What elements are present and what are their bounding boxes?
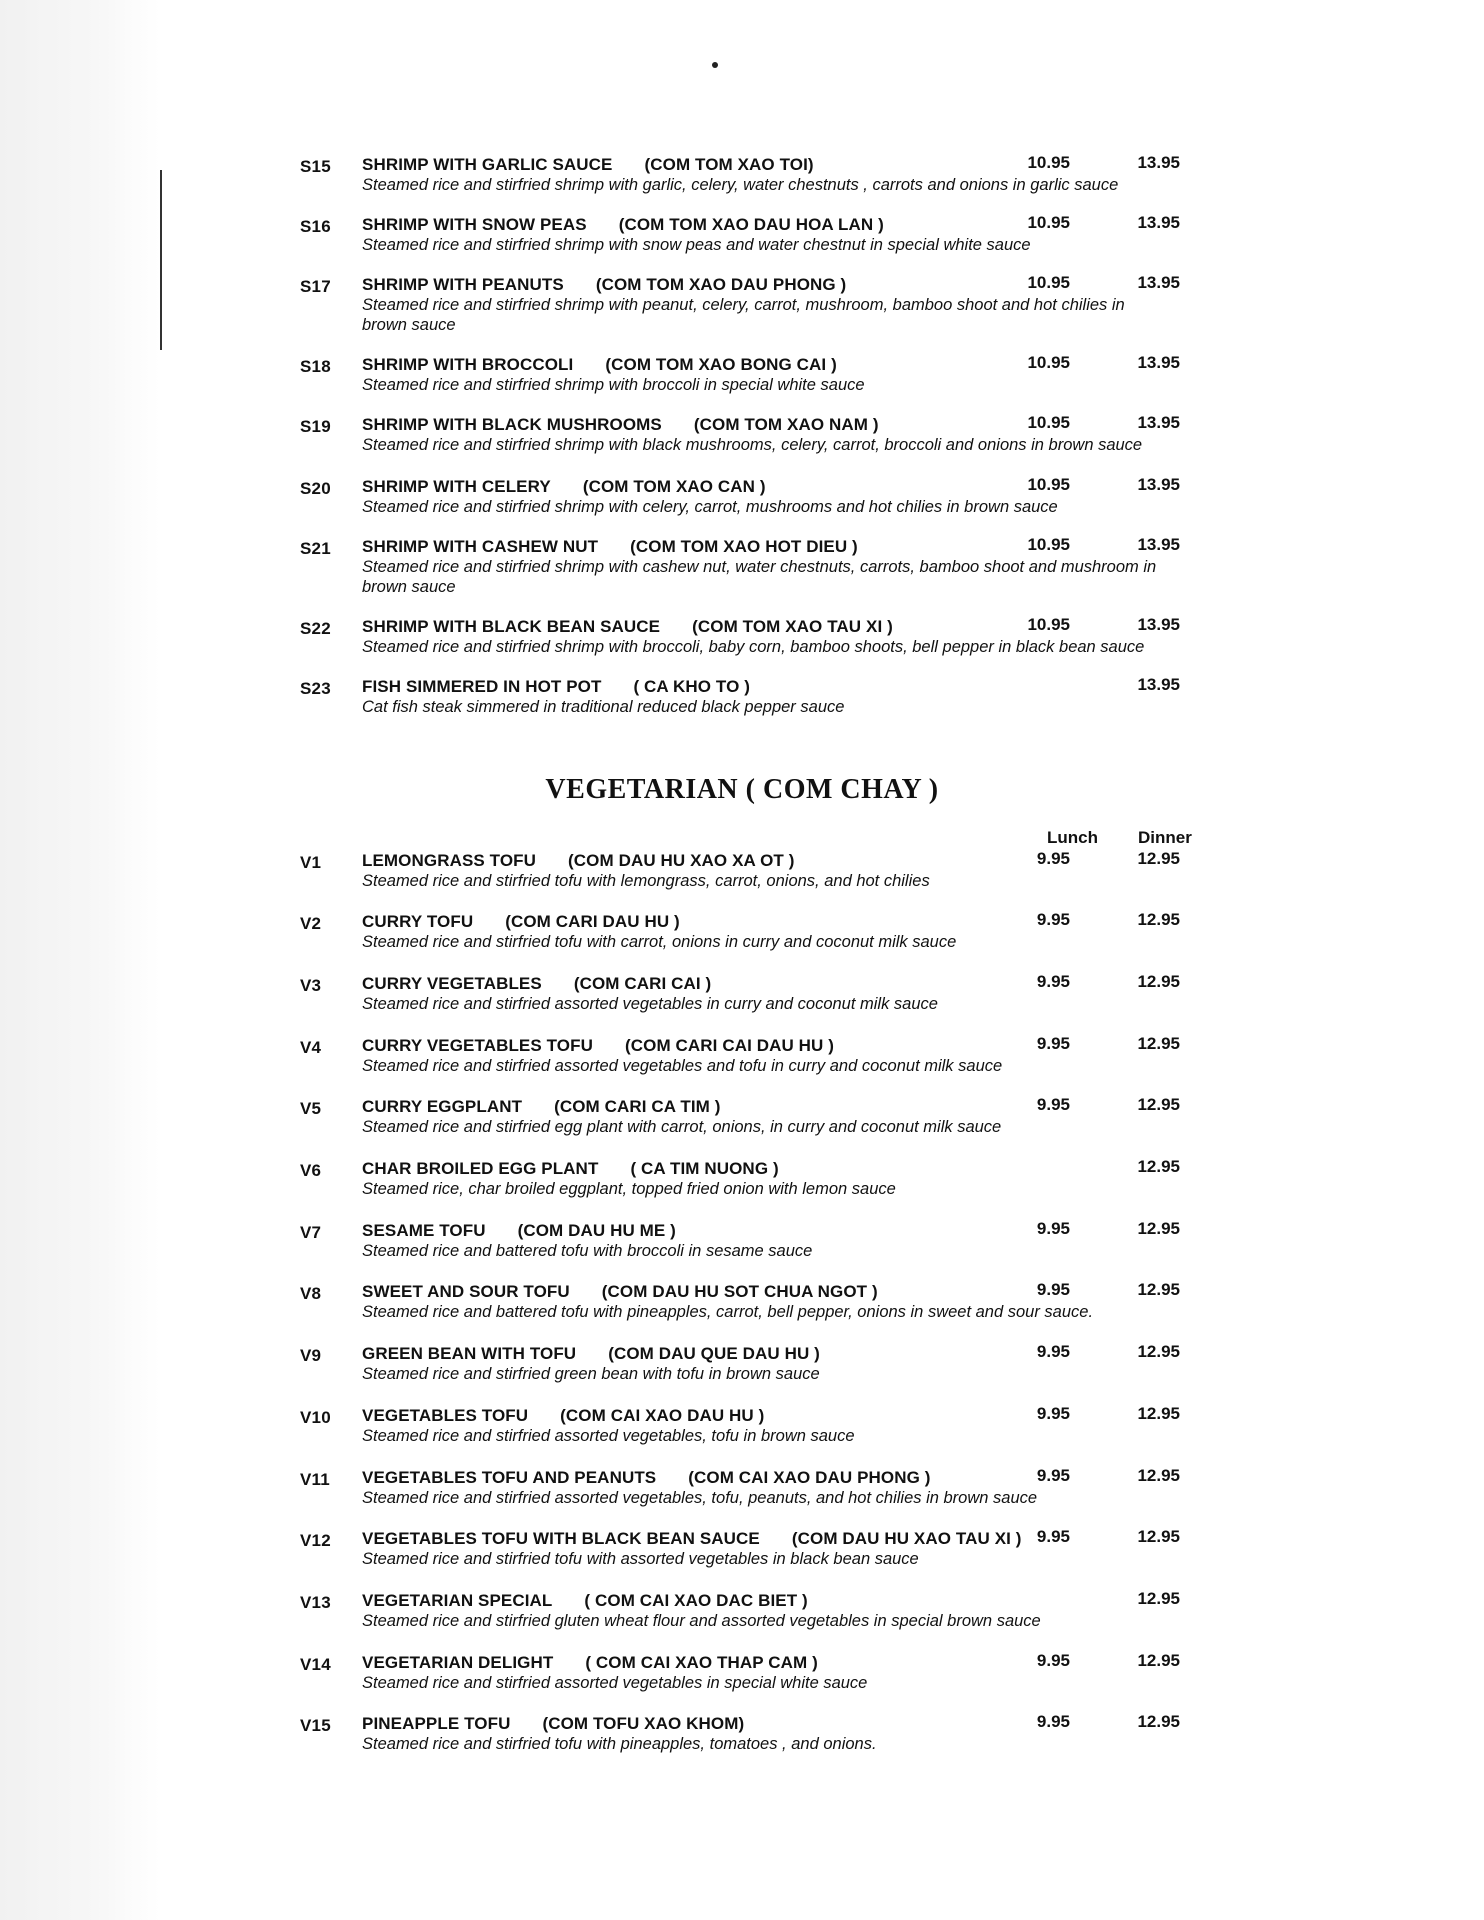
item-title [362, 912, 680, 932]
lunch-price: 9.95 [1036, 1034, 1070, 1053]
item-name: SHRIMP WITH BROCCOLI [362, 355, 574, 374]
item-title [362, 1036, 834, 1056]
item-name: CURRY VEGETABLES [362, 974, 542, 993]
item-description: Steamed rice and stirfried shrimp with broccoli in special white sauce [362, 376, 865, 394]
lunch-price: 9.95 [1036, 1219, 1070, 1238]
item-description: Steamed rice and stirfried shrimp with broccoli, baby corn, bamboo shoots, bell pepper in black bean sauce [362, 638, 1145, 656]
item-code: V13 [300, 1593, 331, 1612]
item-code: V6 [300, 1161, 322, 1180]
dinner-price: 12.95 [1137, 1651, 1180, 1670]
item-name: CURRY TOFU [362, 912, 474, 931]
item-title [362, 215, 884, 235]
item-name: PINEAPPLE TOFU [362, 1714, 511, 1733]
item-name: CURRY EGGPLANT [362, 1097, 523, 1116]
item-title [362, 537, 858, 557]
item-vietnamese-name: (COM TOM XAO NAM ) [693, 415, 879, 434]
item-code: V7 [300, 1223, 322, 1242]
lunch-price: 9.95 [1036, 1404, 1070, 1423]
item-vietnamese-name: (COM TOM XAO BONG CAI ) [605, 355, 837, 374]
item-vietnamese-name: (COM CARI CA TIM ) [554, 1097, 721, 1116]
item-vietnamese-name: (COM CARI CAI ) [573, 974, 712, 993]
lunch-price: 9.95 [1036, 1342, 1070, 1361]
item-description: Steamed rice and stirfried green bean with tofu in brown sauce [362, 1365, 820, 1383]
item-vietnamese-name: (COM CARI DAU HU ) [505, 912, 680, 931]
lunch-price: 9.95 [1036, 972, 1070, 991]
item-code: V8 [300, 1284, 322, 1303]
item-code: S18 [300, 357, 331, 376]
lunch-price: 9.95 [1036, 1095, 1070, 1114]
item-vietnamese-name: ( COM CAI XAO DAC BIET ) [584, 1591, 808, 1610]
item-vietnamese-name: ( CA TIM NUONG ) [630, 1159, 779, 1178]
dinner-price: 12.95 [1137, 1466, 1180, 1485]
item-title [362, 355, 837, 375]
vegetarian-heading: VEGETARIAN ( COM CHAY ) [545, 774, 939, 805]
item-vietnamese-name: (COM TOM XAO DAU HOA LAN ) [618, 215, 884, 234]
item-name: SHRIMP WITH SNOW PEAS [362, 215, 587, 234]
lunch-price: 10.95 [1027, 273, 1070, 292]
item-description: Steamed rice and battered tofu with broccoli in sesame sauce [362, 1242, 813, 1260]
item-vietnamese-name: (COM TOM XAO TOI) [644, 155, 814, 174]
dinner-price: 12.95 [1137, 972, 1180, 991]
dinner-price: 12.95 [1137, 1404, 1180, 1423]
item-code: V9 [300, 1346, 322, 1365]
lunch-price: 9.95 [1036, 910, 1070, 929]
item-vietnamese-name: (COM TOM XAO CAN ) [582, 477, 766, 496]
item-code: V10 [300, 1408, 331, 1427]
item-code: V14 [300, 1655, 331, 1674]
item-code: V12 [300, 1531, 331, 1550]
item-title [362, 1282, 878, 1302]
item-title [362, 1406, 764, 1426]
item-code: S19 [300, 417, 331, 436]
item-description: Steamed rice and stirfried gluten wheat flour and assorted vegetables in special brown sauce [362, 1612, 1041, 1630]
item-name: SHRIMP WITH GARLIC SAUCE [362, 155, 613, 174]
item-code: V2 [300, 914, 322, 933]
lunch-price: 9.95 [1036, 1651, 1070, 1670]
item-title [362, 1591, 808, 1611]
item-name: VEGETABLES TOFU WITH BLACK BEAN SAUCE [362, 1529, 760, 1548]
dinner-price: 13.95 [1137, 153, 1180, 172]
item-description: Steamed rice and stirfried tofu with assorted vegetables in black bean sauce [362, 1550, 919, 1568]
item-description: Steamed rice and stirfried egg plant with carrot, onions, in curry and coconut milk sauce [362, 1118, 1002, 1136]
item-name: GREEN BEAN WITH TOFU [362, 1344, 577, 1363]
item-name: SWEET AND SOUR TOFU [362, 1282, 570, 1301]
item-vietnamese-name: (COM CARI CAI DAU HU ) [625, 1036, 835, 1055]
item-description: Steamed rice and stirfried tofu with lemongrass, carrot, onions, and hot chilies [362, 872, 930, 890]
lunch-price: 9.95 [1036, 1527, 1070, 1546]
item-title [362, 677, 750, 697]
item-code: S20 [300, 479, 331, 498]
item-name: FISH SIMMERED IN HOT POT [362, 677, 602, 696]
dinner-column-header: Dinner [1138, 828, 1192, 847]
item-vietnamese-name: (COM TOFU XAO KHOM) [542, 1714, 745, 1733]
lunch-price: 10.95 [1027, 213, 1070, 232]
dinner-price: 13.95 [1137, 615, 1180, 634]
item-description: Steamed rice and stirfried assorted vegetables, tofu, peanuts, and hot chilies in brown sauce [362, 1489, 1038, 1507]
item-code: S15 [300, 157, 331, 176]
item-name: SHRIMP WITH CASHEW NUT [362, 537, 599, 556]
dinner-price: 12.95 [1137, 1034, 1180, 1053]
item-vietnamese-name: (COM DAU HU XAO XA OT ) [568, 851, 795, 870]
lunch-price: 10.95 [1027, 413, 1070, 432]
scan-edge-shadow [0, 0, 160, 1920]
dinner-price: 13.95 [1137, 213, 1180, 232]
lunch-price: 9.95 [1036, 1280, 1070, 1299]
item-title [362, 1653, 818, 1673]
item-vietnamese-name: (COM DAU HU XAO TAU XI ) [791, 1529, 1022, 1548]
dinner-price: 12.95 [1137, 1527, 1180, 1546]
item-title [362, 1529, 1022, 1549]
lunch-price: 9.95 [1036, 1466, 1070, 1485]
item-name: SHRIMP WITH BLACK MUSHROOMS [362, 415, 662, 434]
item-code: V11 [300, 1470, 330, 1489]
item-name: CHAR BROILED EGG PLANT [362, 1159, 599, 1178]
item-description: Steamed rice and stirfried shrimp with celery, carrot, mushrooms and hot chilies in brown sauce [362, 498, 1058, 516]
dinner-price: 12.95 [1137, 910, 1180, 929]
dinner-price: 13.95 [1137, 675, 1180, 694]
item-code: V15 [300, 1716, 331, 1735]
dinner-price: 12.95 [1137, 1712, 1180, 1731]
item-code: S16 [300, 217, 331, 236]
item-vietnamese-name: (COM DAU HU SOT CHUA NGOT ) [601, 1282, 878, 1301]
item-title [362, 1468, 931, 1488]
item-description: Steamed rice and stirfried shrimp with peanut, celery, carrot, mushroom, bamboo shoot and hot chilies in brown sauce [362, 296, 1125, 334]
lunch-price: 10.95 [1027, 153, 1070, 172]
dinner-price: 13.95 [1137, 413, 1180, 432]
dinner-price: 12.95 [1137, 1589, 1180, 1608]
lunch-price: 9.95 [1036, 1712, 1070, 1731]
item-code: V3 [300, 976, 322, 995]
item-description: Steamed rice and stirfried tofu with pineapples, tomatoes , and onions. [362, 1735, 877, 1753]
lunch-column-header: Lunch [1047, 828, 1098, 847]
lunch-price: 10.95 [1027, 615, 1070, 634]
item-description: Steamed rice and stirfried shrimp with snow peas and water chestnut in special white sauce [362, 236, 1031, 254]
dinner-price: 12.95 [1137, 1219, 1180, 1238]
item-code: S21 [300, 539, 331, 558]
item-vietnamese-name: ( CA KHO TO ) [633, 677, 750, 696]
item-title [362, 1097, 721, 1117]
dinner-price: 12.95 [1137, 1095, 1180, 1114]
lunch-price: 9.95 [1036, 849, 1070, 868]
dinner-price: 12.95 [1137, 849, 1180, 868]
item-code: S22 [300, 619, 331, 638]
item-description: Steamed rice and battered tofu with pineapples, carrot, bell pepper, onions in sweet and sour sauce. [362, 1303, 1094, 1321]
item-description: Steamed rice and stirfried tofu with carrot, onions in curry and coconut milk sauce [362, 933, 957, 951]
item-vietnamese-name: (COM TOM XAO TAU XI ) [692, 617, 893, 636]
item-name: SESAME TOFU [362, 1221, 486, 1240]
item-title [362, 974, 711, 994]
item-name: VEGETABLES TOFU [362, 1406, 529, 1425]
item-description: Steamed rice and stirfried assorted vegetables in curry and coconut milk sauce [362, 995, 938, 1013]
item-code: V5 [300, 1099, 322, 1118]
scan-artifact-line [160, 170, 162, 350]
item-vietnamese-name: ( COM CAI XAO THAP CAM ) [585, 1653, 818, 1672]
item-vietnamese-name: (COM TOM XAO HOT DIEU ) [630, 537, 858, 556]
item-name: VEGETABLES TOFU AND PEANUTS [362, 1468, 657, 1487]
item-name: SHRIMP WITH BLACK BEAN SAUCE [362, 617, 661, 636]
item-name: SHRIMP WITH CELERY [362, 477, 551, 496]
item-title [362, 477, 766, 497]
item-name: VEGETARIAN SPECIAL [362, 1591, 553, 1610]
item-description: Cat fish steak simmered in traditional reduced black pepper sauce [362, 698, 845, 716]
lunch-price: 10.95 [1027, 353, 1070, 372]
dinner-price: 13.95 [1137, 535, 1180, 554]
lunch-price: 10.95 [1027, 535, 1070, 554]
item-vietnamese-name: (COM TOM XAO DAU PHONG ) [595, 275, 847, 294]
item-title [362, 851, 794, 871]
item-vietnamese-name: (COM CAI XAO DAU PHONG ) [688, 1468, 931, 1487]
item-code: V1 [300, 853, 322, 872]
item-code: S17 [300, 277, 331, 296]
item-description: Steamed rice and stirfried assorted vegetables in special white sauce [362, 1674, 868, 1692]
item-name: CURRY VEGETABLES TOFU [362, 1036, 593, 1055]
dinner-price: 13.95 [1137, 353, 1180, 372]
dinner-price: 13.95 [1137, 273, 1180, 292]
item-vietnamese-name: (COM DAU HU ME ) [517, 1221, 676, 1240]
item-description: Steamed rice and stirfried shrimp with garlic, celery, water chestnuts , carrots and onions in garlic sauce [362, 176, 1119, 194]
item-vietnamese-name: (COM DAU QUE DAU HU ) [608, 1344, 820, 1363]
item-title [362, 617, 893, 637]
item-description: Steamed rice and stirfried assorted vegetables, tofu in brown sauce [362, 1427, 855, 1445]
item-name: LEMONGRASS TOFU [362, 851, 537, 870]
item-title [362, 1344, 820, 1364]
item-code: S23 [300, 679, 331, 698]
item-title [362, 1221, 676, 1241]
item-description: Steamed rice and stirfried assorted vegetables and tofu in curry and coconut milk sauce [362, 1057, 1003, 1075]
item-description: Steamed rice and stirfried shrimp with black mushrooms, celery, carrot, broccoli and onions in brown sauce [362, 436, 1143, 454]
dinner-price: 12.95 [1137, 1157, 1180, 1176]
item-name: VEGETARIAN DELIGHT [362, 1653, 554, 1672]
item-vietnamese-name: (COM CAI XAO DAU HU ) [560, 1406, 765, 1425]
scan-dot [712, 62, 718, 68]
dinner-price: 13.95 [1137, 475, 1180, 494]
item-name: SHRIMP WITH PEANUTS [362, 275, 564, 294]
item-title [362, 155, 814, 175]
lunch-price: 10.95 [1027, 475, 1070, 494]
dinner-price: 12.95 [1137, 1342, 1180, 1361]
item-description: Steamed rice and stirfried shrimp with cashew nut, water chestnuts, carrots, bamboo shoot and mushroom in brown sauce [362, 558, 1157, 596]
item-title [362, 415, 879, 435]
item-code: V4 [300, 1038, 322, 1057]
item-title [362, 1714, 744, 1734]
item-title [362, 1159, 779, 1179]
item-title [362, 275, 846, 295]
dinner-price: 12.95 [1137, 1280, 1180, 1299]
item-description: Steamed rice, char broiled eggplant, topped fried onion with lemon sauce [362, 1180, 896, 1198]
